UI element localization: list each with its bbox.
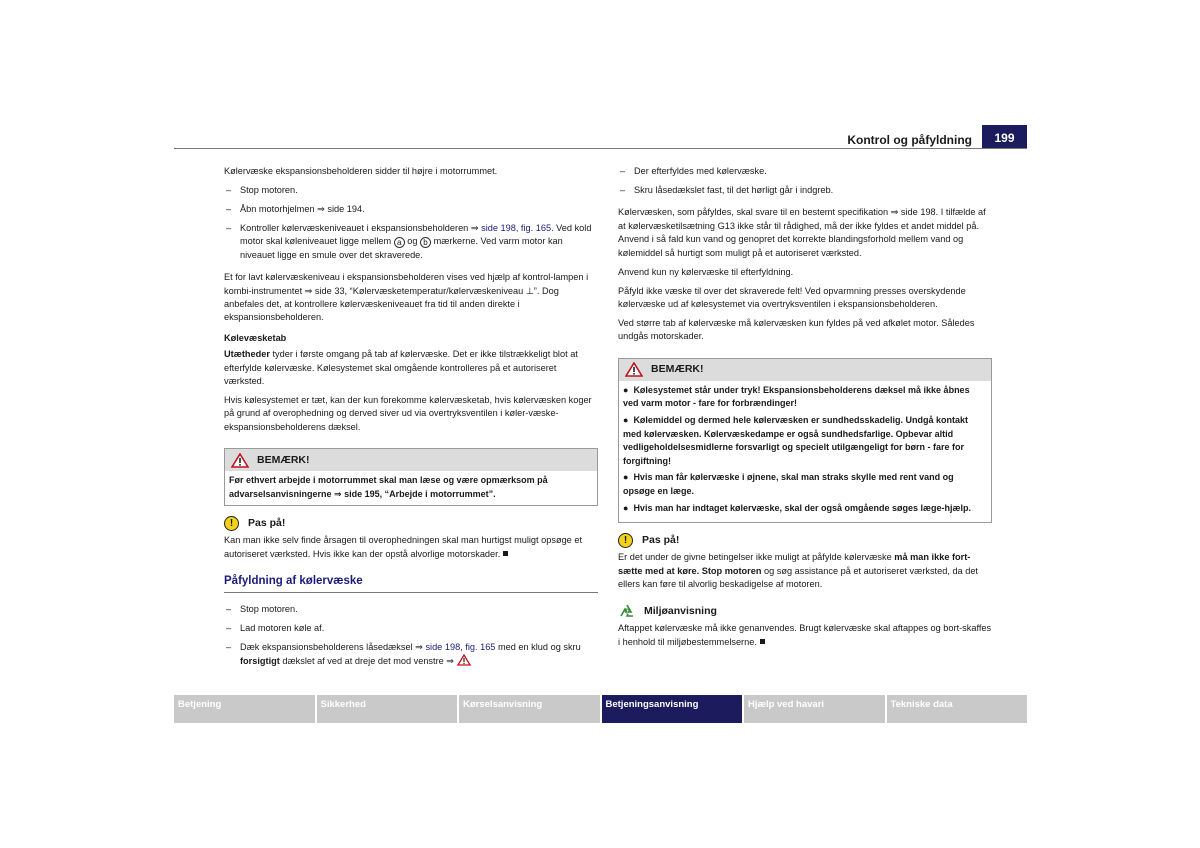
step-text: Lad motoren køle af. — [240, 622, 325, 633]
new-coolant-paragraph: Anvend kun ny kølervæske til efterfyldning. — [618, 266, 794, 277]
dash-marker: – — [226, 641, 232, 652]
emphasis-text: forsigtigt — [240, 656, 280, 667]
exclamation-circle-icon: ! — [224, 516, 239, 531]
end-square-icon — [760, 639, 765, 644]
warning-item-text: Kølesystemet står under tryk! Ekspansionsbeholderens dæksel må ikke åbnes ved varm motor - fare for forbrændinger! — [623, 384, 970, 409]
dash-marker: – — [226, 223, 232, 233]
warning-triangle-icon — [231, 453, 249, 468]
environment-header — [618, 603, 992, 619]
cross-reference-link[interactable]: side 198, fig. 165 — [481, 223, 552, 233]
warning-item: ● Kølemiddel og dermed hele kølervæsken er sundhedsskadelig. Undgå kontakt med kølervæsken. Kølervæskedampe er også sundhedsfarlige. Opbevar altid vedligeholdelsesmidlerne forsvarligt og specielt utilgængeligt for børn - fare for forgiftning! — [623, 415, 969, 466]
step-text: dækslet af ved at dreje det mod venstre ⇒ — [279, 656, 457, 667]
marker-b-badge: b — [420, 237, 431, 248]
step-stop-engine — [224, 184, 598, 197]
warning-triangle-icon — [625, 362, 643, 377]
warning-box — [618, 358, 992, 523]
environment-text — [618, 622, 992, 649]
marker-a-badge: a — [394, 237, 405, 248]
environment-title: Miljøanvisning — [644, 604, 717, 617]
caution-body: Er det under de givne betingelser ikke muligt at påfylde kølervæske — [618, 552, 895, 563]
nav-tab-korselsanvisning[interactable]: Kørselsanvisning — [459, 695, 600, 723]
caution-title: Pas på! — [642, 533, 680, 546]
caution-body: og søg assistance på et autoriseret værksted, da det ellers kan føre til alvorlig beskadigelse af motoren. — [618, 565, 978, 589]
warning-item: ● Kølesystemet står under tryk! Ekspansionsbeholderens dæksel må ikke åbnes ved varm motor - fare for forbrændinger! — [623, 384, 970, 409]
page-number: 199 — [982, 125, 1027, 149]
step-text: og — [404, 236, 421, 247]
warning-triangle-icon — [457, 654, 471, 666]
large-loss-paragraph: Ved større tab af kølervæske må kølervæsken kun fyldes på ved afkølet motor. Således undgås motorskader. — [618, 318, 975, 342]
dash-marker: – — [620, 185, 626, 195]
caution-header — [224, 516, 598, 531]
page-header-title: Kontrol og påfyldning — [847, 133, 972, 147]
warning-title: BEMÆRK! — [651, 363, 704, 376]
step-text: Kontroller kølervæskeniveauet i ekspansionsbeholderen ⇒ — [240, 223, 482, 233]
nav-tab-betjening[interactable]: Betjening — [174, 695, 315, 723]
coolant-loss-paragraph — [224, 348, 598, 388]
caution-header — [618, 533, 992, 548]
warning-item-text: Hvis man har indtaget kølervæske, skal der også omgående søges læge-hjælp. — [633, 502, 972, 513]
refill-step-add — [618, 165, 992, 178]
low-level-paragraph: Et for lavt kølervæskeniveau i ekspansionsbeholderen vises ved hjælp af kontrol-lampen i kombi-instrumentet ⇒ side 33, “Kølervæsketemperatur/kølervæskeniveau ⊥”. Dog anbefales det, at kontrollere kølervæskeniveauet fra tid til anden direkte i ekspansionsbeholderen. — [224, 272, 589, 323]
end-square-icon — [503, 551, 508, 556]
nav-tab-tekniske-data[interactable]: Tekniske data — [887, 695, 1028, 723]
no-overfill-paragraph: Påfyld ikke væske til over det skraverede felt! Ved opvarmning presses overskydende kølervæske ud af kølesystemet via overtryksventilen i ekspansionsbeholderen. — [618, 285, 966, 310]
refill-step-cool — [224, 622, 598, 635]
step-text: Dæk ekspansionsbeholderens låsedæksel ⇒ — [240, 641, 426, 652]
tight-system-paragraph: Hvis kølesystemet er tæt, kan der kun forekomme kølervæsketab, hvis kølervæsken koger på grund af overophedning og derved siver ud via overtryksventilen i køler-væske-ekspansionsbeholderens dæksel. — [224, 395, 592, 432]
chapter-nav — [174, 695, 1027, 723]
leak-text: tyder i første omgang på tab af kølervæske. Det er ikke tilstrækkeligt blot at efterfylde kølervæske. Kølesystemet skal omgående kontrolleres på et autoriseret værksted. — [224, 349, 578, 387]
step-text: Skru låsedækslet fast, til det hørligt går i indgreb. — [634, 185, 834, 195]
caution-body: Kan man ikke selv finde årsagen til overophedningen skal man hurtigst muligt opsøge et autoriseret værksted. Hvis ikke kan der opstå alvorlige motorskader. — [224, 535, 583, 559]
warning-item-text: Kølemiddel og dermed hele kølervæsken er sundhedsskadelig. Undgå kontakt med kølervæsken. Kølervæskedampe er også sundhedsfarlige. Opbevar altid vedligeholdelsesmidlerne forsvarligt og specielt utilgængeligt for børn - fare for forgiftning! — [623, 415, 969, 466]
warning-item: ● Hvis man har indtaget kølervæske, skal der også omgående søges læge-hjælp. — [623, 502, 972, 513]
right-column — [618, 165, 992, 655]
nav-tab-hjaelp-ved-havari[interactable]: Hjælp ved havari — [744, 695, 885, 723]
leak-term: Utætheder — [224, 349, 270, 360]
refill-step-stop — [224, 603, 598, 616]
step-text: Stop motoren. — [240, 185, 298, 195]
environment-body: Aftappet kølervæske må ikke genanvendes. Brugt kølervæske skal aftappes og bort-skaffes i henhold til miljøbestemmelserne. — [618, 623, 992, 647]
warning-list — [619, 381, 991, 522]
caution-text — [618, 551, 992, 591]
warning-text: Før ethvert arbejde i motorrummet skal man læse og være opmærksom på advarselsanvisningerne ⇒ side 195, “Arbejde i motorrummet”. — [229, 475, 548, 499]
step-text: Der efterfyldes med kølervæske. — [634, 166, 767, 176]
section-title-refill: Påfyldning af kølervæske — [224, 575, 598, 592]
step-text: . Ved kold motor skal køleniveauet ligge mellem — [240, 223, 592, 247]
nav-tab-sikkerhed[interactable]: Sikkerhed — [317, 695, 458, 723]
step-text: mærkerne. Ved varm motor kan niveauet ligge en smule over det skraverede. — [240, 236, 563, 260]
header-rule — [174, 148, 1027, 149]
caution-text — [224, 534, 598, 561]
left-column — [224, 165, 598, 674]
warning-title: BEMÆRK! — [257, 453, 310, 466]
cross-reference-link[interactable]: side 198, fig. 165 — [425, 641, 496, 652]
dash-marker: – — [620, 166, 626, 176]
step-open-hood — [224, 203, 598, 216]
step-text: Stop motoren. — [240, 603, 298, 614]
step-check-level — [224, 222, 598, 262]
dash-marker: – — [226, 204, 232, 214]
warning-item-text: Hvis man får kølervæske i øjnene, skal man straks skylle med rent vand og opsøge en læge. — [623, 472, 954, 496]
specification-paragraph: Kølervæsken, som påfyldes, skal svare til en bestemt specifikation ⇒ side 198. I tilfælde af at kølervæsketilsætning G13 ikke står til rådighed, må der ikke fyldes et andet middel på. Anvend i så fald kun vand og genopret det korrekte blandingsforhold mellem vand og kølemiddel så hurtigt som muligt på et autoriseret værksted. — [618, 207, 986, 258]
exclamation-circle-icon: ! — [618, 533, 633, 548]
dash-marker: – — [226, 622, 232, 633]
caution-emphasis: må man ikke fort-sætte med at køre. Stop motoren — [618, 552, 971, 576]
intro-paragraph: Kølervæske ekspansionsbeholderen sidder til højre i motorrummet. — [224, 166, 498, 176]
nav-tab-betjeningsanvisning[interactable]: Betjeningsanvisning — [602, 695, 743, 723]
refill-step-cap — [224, 641, 598, 669]
refill-step-close — [618, 184, 992, 197]
warning-box — [224, 448, 598, 506]
coolant-loss-heading: Kølevæsketab — [224, 332, 287, 343]
warning-item: ● Hvis man får kølervæske i øjnene, skal man straks skylle med rent vand og opsøge en læge. — [623, 472, 954, 496]
step-text: Åbn motorhjelmen ⇒ side 194. — [240, 204, 365, 214]
step-text: med en klud og skru — [495, 641, 581, 652]
caution-title: Pas på! — [248, 517, 286, 530]
dash-marker: – — [226, 185, 232, 195]
dash-marker: – — [226, 603, 232, 614]
warning-box-header — [619, 359, 991, 381]
recycle-leaf-icon — [618, 603, 636, 619]
warning-box-header — [225, 449, 597, 471]
